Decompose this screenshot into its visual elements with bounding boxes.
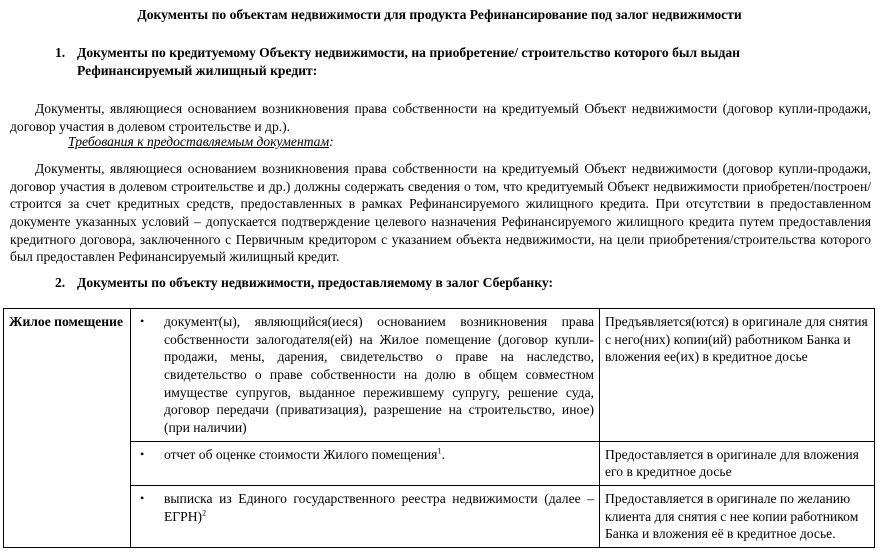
requirement-cell: Предъявляется(ются) в оригинале для снятия с него(них) копии(ий) работником Банка и вложения ее(их) в кредитное досье (600, 309, 875, 442)
document-text: выписка из Единого государственного реестра недвижимости (далее – ЕГРН) (164, 491, 594, 524)
document-text-wrapper (164, 446, 594, 464)
section-1-heading (55, 44, 869, 79)
section-2-number: 2. (55, 275, 66, 290)
requirements-label-colon: : (329, 134, 334, 149)
section-2-heading-text: Документы по объекту недвижимости, предоставляемому в залог Сбербанку: (77, 275, 553, 290)
section-1-number: 1. (55, 45, 66, 60)
document-text-wrapper (164, 490, 594, 525)
document-text: документ(ы), являющийся(иеся) основанием возникновения права собственности залогодателя(ей) на Жилое помещение (договор купли-продажи, мены, дарения, свидетельство о праве на наследство, свидетельство о праве собственности на долю в общем совместном имуществе супругов, выданное пережившему супругу, решение суда, договор передачи (приватизация), разрешение на строительство, иное) (при наличии) (164, 314, 594, 436)
document-text: отчет об оценке стоимости Жилого помещения (164, 446, 438, 462)
footnote-marker: 1 (437, 446, 442, 456)
requirement-cell: Предоставляется в оригинале для вложения его в кредитное досье (600, 441, 875, 485)
requirements-label-text: Требования к предоставляемым документам (68, 134, 330, 149)
requirement-cell: Предоставляется в оригинале по желанию клиента для снятия с нее копии работником Банка и вложения её в кредитное досье. (600, 486, 875, 548)
documents-table (3, 308, 875, 548)
document-title: Документы по объектам недвижимости для продукта Рефинансирование под залог недвижимости (137, 7, 742, 22)
document-cell (131, 309, 600, 442)
section-2-heading (55, 274, 869, 292)
paragraph-requirements: Документы, являющиеся основанием возникновения права собственности на кредитуемый Объект недвижимости (договор купли-продажи, договор участия в долевом строительстве и др.) должны содержать сведения о том, что кредитуемый Объект недвижимости приобретен/построен/строится за счет кредитных средств, предоставленных в рамках Рефинансируемого жилищного кредита. При отсутствии в предоставленном документе указанных условий – допускается подтверждение целевого назначения Рефинансируемого жилищного кредита путем предоставления кредитного договора, заключенного с Первичным кредитором с указанием объекта недвижимости, на цели приобретения/строительства которого был предоставлен Рефинансируемый жилищный кредит. (10, 161, 871, 265)
document-text-tail: . (441, 446, 445, 462)
property-type-cell: Жилое помещение (4, 309, 131, 548)
bullet-icon: • (140, 314, 145, 328)
bullet-icon: • (140, 491, 145, 506)
paragraph-ownership-documents: Документы, являющиеся основанием возникновения права собственности на кредитуемый Объект недвижимости (договор купли-продажи, договор участия в долевом строительстве и др.). (10, 101, 871, 134)
document-cell (131, 441, 600, 485)
footnote-marker: 2 (202, 508, 207, 518)
table-row (4, 441, 875, 485)
section-1-heading-line1: Документы по кредитуемому Объекту недвижимости, на приобретение/ строительство которого был выдан (77, 45, 740, 60)
section-1-heading-line2: Рефинансируемый жилищный кредит: (77, 62, 318, 78)
requirements-label (68, 133, 334, 151)
table-row (4, 486, 875, 548)
table-row (4, 309, 875, 442)
bullet-icon: • (140, 446, 145, 461)
document-cell (131, 486, 600, 548)
